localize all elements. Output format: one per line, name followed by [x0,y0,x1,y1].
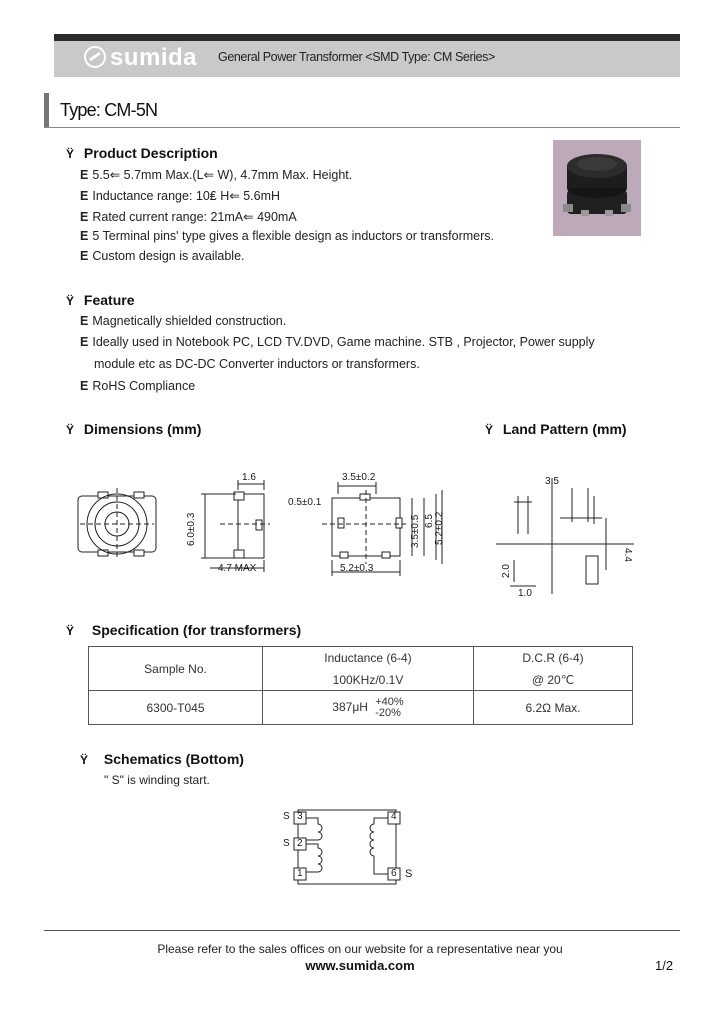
top-view [78,488,156,560]
page-number: 1/2 [655,958,674,973]
header-title: General Power Transformer <SMD Type: CM Series> [218,50,495,64]
footer-note: Please refer to the sales offices on our website for a representative near you [157,942,563,956]
title-divider [44,127,680,128]
inductor-image [553,140,641,236]
pin-label: 3 [297,811,303,822]
dim-label: 6.0±0.3 [186,512,197,546]
list-item: E Custom design is available. [80,249,245,263]
winding-secondary [370,818,388,874]
header-cell: Sample No. [89,647,263,691]
schematic-note: " S" is winding start. [104,773,210,787]
dim-label: 4.7 MAX [218,563,257,574]
table-row [89,691,633,725]
footer-divider [44,930,680,931]
winding-primary-a [306,818,322,840]
dim-label: 3.5±0.5 [410,514,421,548]
dim-label: 5.2±0.3 [340,563,374,574]
land-pattern-drawing [490,474,640,600]
section-product-description [66,145,218,161]
sumida-logo [84,44,197,72]
list-item: E Inductance range: 10₤ H⇐ 5.6mH [80,189,281,203]
logo-text: sumida [110,44,198,71]
footer-website-link[interactable]: www.sumida.com [305,958,415,973]
land-label: 1.0 [518,588,532,599]
side-view [201,480,270,572]
start-marker: S [283,811,290,822]
dim-label: 1.6 [242,472,256,483]
header-cell: Inductance (6-4) 100KHz/0.1V [263,647,474,691]
section-title: Product Description [83,145,218,161]
dim-label: 6.5 [424,514,435,528]
list-item-continuation: module etc as DC-DC Converter inductors or transformers. [94,357,420,371]
land-label: 3.5 [545,476,559,487]
dim-label: 5.2±0.2 [434,511,445,545]
pin-label: 6 [391,868,397,879]
list-item: E 5.5⇐ 5.7mm Max.(L⇐ W), 4.7mm Max. Height. [80,168,353,182]
bullet-icon: Ÿ [66,294,75,308]
start-marker: S [283,838,290,849]
header-top-bar [54,34,680,41]
pin-label: 1 [297,868,303,879]
bullet-icon: Ÿ [66,147,75,161]
header-cell: D.C.R (6-4) @ 20℃ [474,647,633,691]
section-land-pattern [485,421,627,437]
winding-primary-b [306,844,322,872]
schematic-diagram [282,806,422,890]
table-cell: 6300-T045 [89,691,263,725]
specification-table [88,646,633,725]
dim-label: 3.5±0.2 [342,472,376,483]
start-marker: S [405,868,413,880]
list-item: E Magnetically shielded construction. [80,314,287,328]
list-item: E Rated current range: 21mA⇐ 490mA [80,210,297,224]
section-title: Dimensions (mm) [83,421,202,437]
section-dimensions [66,421,201,437]
table-cell: 387μH +40% -20% [263,691,474,725]
dim-label: 0.5±0.1 [288,497,322,508]
section-schematics [80,751,244,767]
section-title: Schematics (Bottom) [103,751,244,767]
bullet-icon: Ÿ [66,423,75,437]
table-header-row [89,647,633,691]
section-title: Specification (for transformers) [91,622,302,638]
section-title: Feature [83,292,135,308]
section-title: Land Pattern (mm) [502,421,627,437]
front-view [322,482,442,576]
product-photo [553,140,641,236]
type-accent-bar [44,93,49,127]
logo-mark-icon [84,46,106,68]
list-item: E Ideally used in Notebook PC, LCD TV.DVD, Game machine. STB , Projector, Power supply [80,335,595,349]
bullet-icon: Ÿ [485,423,494,437]
table-cell: 6.2Ω Max. [474,691,633,725]
list-item: E 5 Terminal pins' type gives a flexible design as inductors or transformers. [80,229,494,243]
section-feature [66,292,134,308]
land-label: 2.0 [501,564,512,578]
bullet-icon: Ÿ [80,753,89,767]
pin-label: 4 [391,811,397,822]
page-title: Type: CM-5N [60,100,158,120]
section-specification [66,622,301,638]
pin-label: 2 [297,838,303,849]
land-label: 4.4 [622,548,633,562]
list-item: E RoHS Compliance [80,379,196,393]
bullet-icon: Ÿ [66,624,75,638]
